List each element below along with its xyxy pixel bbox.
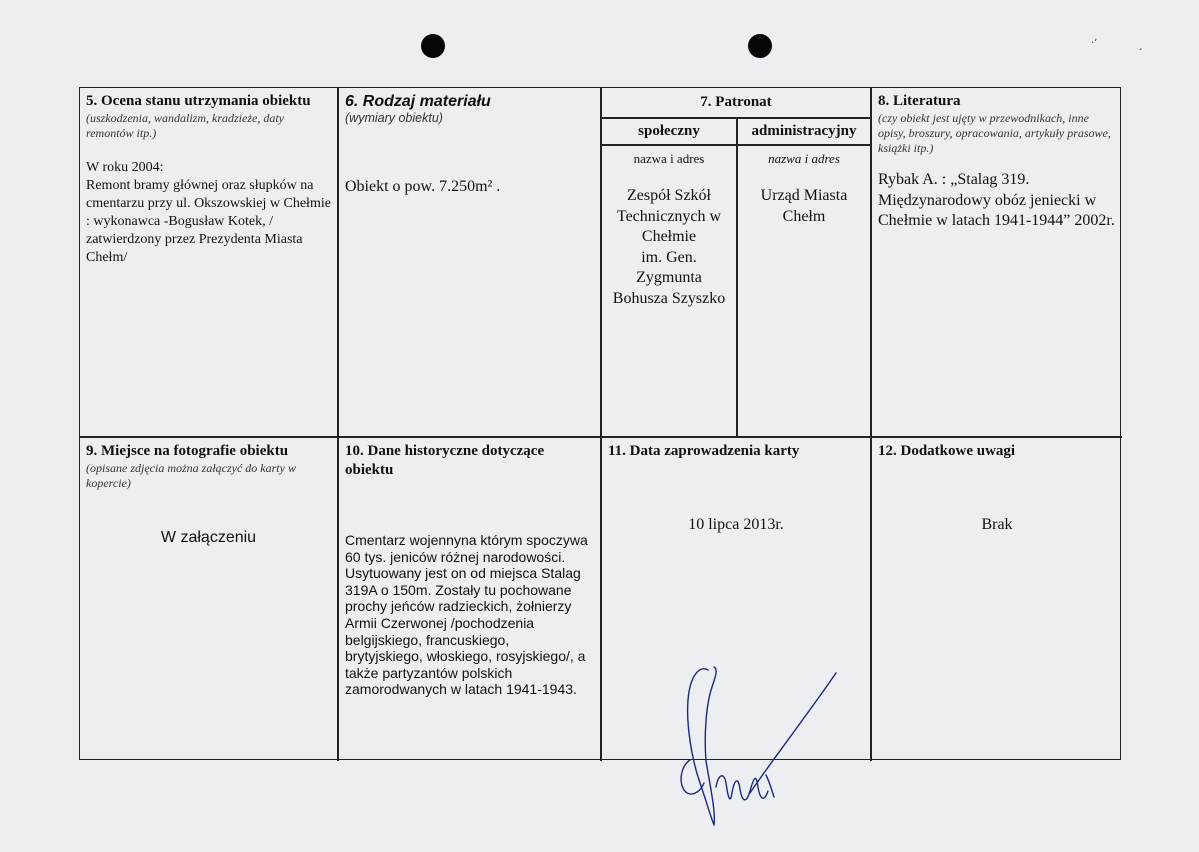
section-5-title: 5. Ocena stanu utrzymania obiektu bbox=[86, 93, 311, 109]
section-6-title: 6. Rodzaj materiału bbox=[345, 93, 491, 110]
section-5-year: W roku 2004: bbox=[86, 160, 164, 175]
punch-hole-right bbox=[748, 34, 772, 58]
section-7-social-value: Zespół Szkół Technicznych w Chełmie im. Gen. Zygmunta Bohusza Szyszko bbox=[612, 187, 726, 307]
section-7-title: 7. Patronat bbox=[700, 94, 772, 110]
section-11-title: 11. Data zaprowadzenia karty bbox=[608, 443, 800, 459]
section-10-title: 10. Dane historyczne dotyczące obiektu bbox=[345, 443, 545, 478]
section-9-photos bbox=[80, 438, 337, 761]
section-5-condition bbox=[80, 88, 337, 436]
margin-mark: ¸ bbox=[1138, 40, 1143, 51]
section-9-text: W załączeniu bbox=[160, 529, 257, 546]
section-9-subtitle: (opisane zdjęcia można załączyć do karty w kopercie) bbox=[86, 461, 296, 490]
section-12-title: 12. Dodatkowe uwagi bbox=[878, 443, 1016, 459]
section-11-text: 10 lipca 2013r. bbox=[688, 516, 784, 533]
section-7-social-cell bbox=[602, 146, 736, 436]
section-5-subtitle: (uszkodzenia, wandalizm, kradzieże, daty remontów itp.) bbox=[86, 111, 284, 140]
section-6-material bbox=[339, 88, 600, 436]
section-7-col-social: społeczny bbox=[638, 123, 700, 139]
section-8-text: Rybak A. : „Stalag 319. Międzynarodowy obóz jeniecki w Chełmie w latach 1941-1944” 2002r. bbox=[878, 171, 1115, 229]
punch-hole-left bbox=[421, 34, 445, 58]
section-10-history bbox=[339, 438, 600, 761]
section-5-text: Remont bramy głównej oraz słupków na cmentarzu przy ul. Okszowskiej w Chełmie : wykonawca -Bogusław Kotek, / zatwierdzony przez Prezydenta Miasta Chełm/ bbox=[86, 178, 331, 265]
section-8-subtitle: (czy obiekt jest ujęty w przewodnikach, inne opisy, broszury, opracowania, artykuły prasowe, książki itp.) bbox=[878, 111, 1111, 155]
section-8-literature bbox=[872, 88, 1122, 436]
section-12-text: Brak bbox=[981, 516, 1013, 533]
section-7-admin-value: Urząd Miasta Chełm bbox=[760, 187, 848, 225]
section-7-admin-label: nazwa i adres bbox=[768, 151, 840, 166]
section-12-remarks bbox=[872, 438, 1122, 761]
section-7-col-admin: administracyjny bbox=[751, 123, 857, 139]
margin-mark: ·ʼ bbox=[1091, 38, 1098, 49]
section-7-admin-cell bbox=[738, 146, 870, 436]
handwritten-signature bbox=[670, 665, 850, 835]
section-7-social-label: nazwa i adres bbox=[633, 151, 705, 166]
section-8-title: 8. Literatura bbox=[878, 93, 961, 109]
section-7-patronage bbox=[602, 88, 870, 117]
section-6-subtitle: (wymiary obiektu) bbox=[345, 111, 443, 125]
record-card-table bbox=[79, 87, 1121, 760]
section-9-title: 9. Miejsce na fotografie obiektu bbox=[86, 443, 289, 459]
section-7-admin-header bbox=[738, 118, 870, 144]
section-6-text: Obiekt o pow. 7.250m² . bbox=[345, 178, 501, 195]
section-7-social-header bbox=[602, 118, 736, 144]
section-10-text: Cmentarz wojennyna którym spoczywa 60 tys. jeniców różnej narodowości. Usytuowany jest on od miejsca Stalag 319A o 150m. Zostały tu pochowane prochy jeńców radzieckich, żołnierzy Armii Czerwonej /pochodzenia belgijskiego, francuskiego, brytyjskiego, włoskiego, rosyjskiego/, a także partyzantów polskich zamorodwanych w latach 1941-1943. bbox=[345, 532, 588, 698]
